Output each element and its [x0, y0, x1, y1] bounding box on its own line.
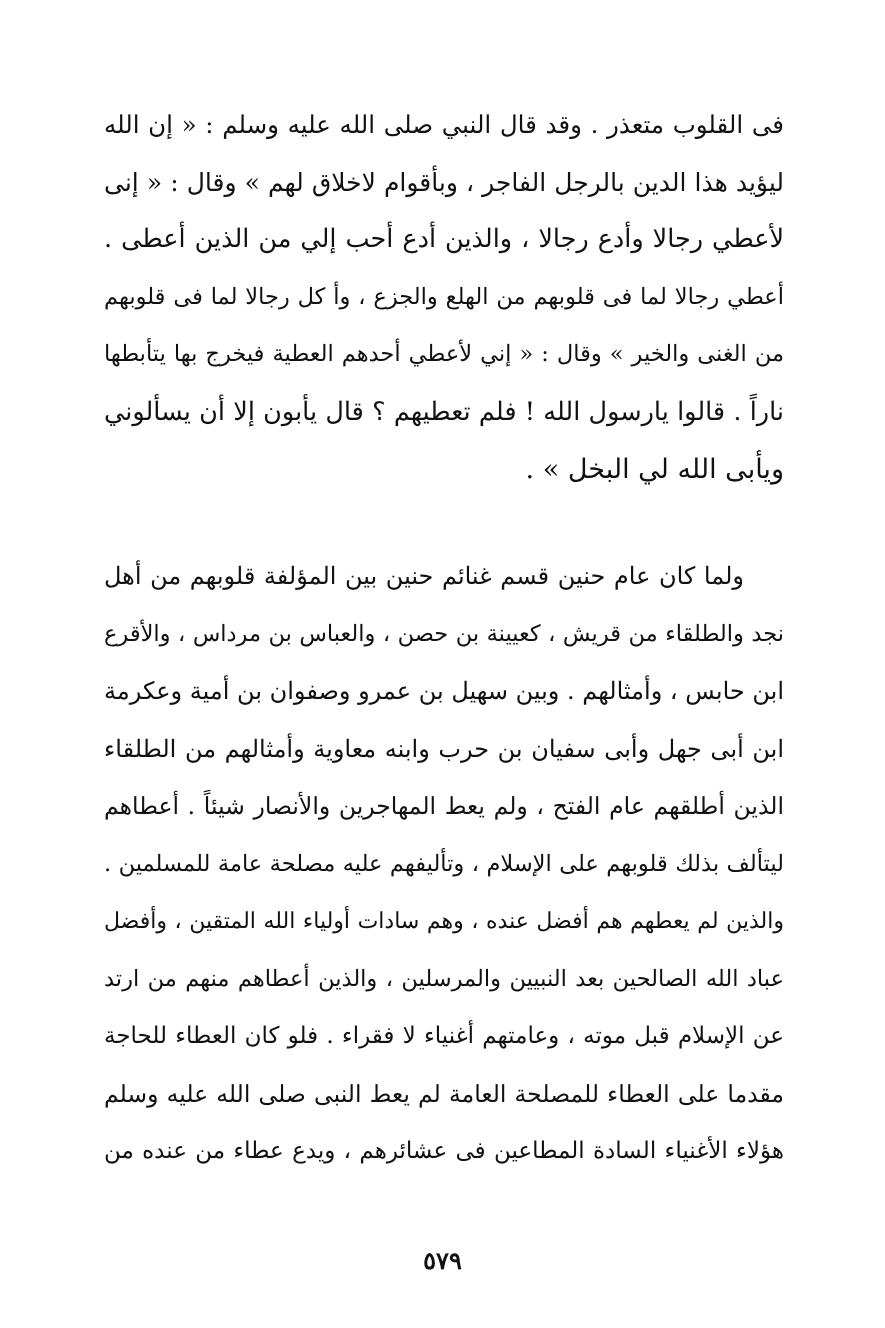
text-line: أعطي رجالا لما فى قلوبهم من الهلع والجزع ، وأ كل رجالا لما فى قلوبهم: [104, 283, 784, 310]
text-line: هؤلاء الأغنياء السادة المطاعين فى عشائرهم ، ويدع عطاء من عنده من: [104, 1138, 784, 1164]
page-number: ٥٧٩: [423, 1246, 462, 1275]
text-line: ولما كان عام حنين قسم غنائم حنين بين المؤلفة قلوبهم من أهل: [104, 562, 745, 590]
text-line: نجد والطلقاء من قريش ، كعيينة بن حصن ، والعباس بن مرداس ، والأقرع: [104, 620, 784, 647]
text-line: الذين أطلقهم عام الفتح ، ولم يعط المهاجرين والأنصار شيئاً . أعطاهم: [104, 792, 784, 820]
text-line: ناراً . قالوا يارسول الله ! فلم تعطيهم ؟ قال يأبون إلا أن يسألوني: [104, 396, 784, 427]
text-line: ويأبى الله لي البخل » .: [525, 454, 784, 485]
text-line: ليؤيد هذا الدين بالرجل الفاجر ، وبأقوام لاخلاق لهم » وقال : « إنى: [104, 167, 784, 197]
text-line: ابن حابس ، وأمثالهم . وبين سهيل بن عمرو وصفوان بن أمية وعكرمة: [104, 677, 784, 705]
text-line: فى القلوب متعذر . وقد قال النبي صلى الله عليه وسلم : « إن الله: [104, 110, 784, 139]
text-line: مقدما على العطاء للمصلحة العامة لم يعط النبى صلى الله عليه وسلم: [104, 1079, 784, 1108]
text-line: والذين لم يعطهم هم أفضل عنده ، وهم سادات أولياء الله المتقين ، وأفضل: [104, 909, 784, 934]
text-line: ليتألف بذلك قلوبهم على الإسلام ، وتأليفهم عليه مصلحة عامة للمسلمين .: [104, 850, 784, 877]
text-line: ابن أبى جهل وأبى سفيان بن حرب وابنه معاوية وأمثالهم من الطلقاء: [104, 734, 784, 763]
text-line: عن الإسلام قبل موته ، وعامتهم أغنياء لا فقراء . فلو كان العطاء للحاجة: [104, 1023, 784, 1049]
paragraph: [104, 96, 784, 499]
text-line: عباد الله الصالحين بعد النبيين والمرسلين ، والذين أعطاهم منهم من ارتد: [104, 965, 784, 992]
text-line: لأعطي رجالا وأدع رجالا ، والذين أدع أحب إلي من الذين أعطى .: [104, 224, 784, 254]
paragraph: [104, 548, 784, 1181]
text-line: من الغنى والخير » وقال : « إني لأعطي أحدهم العطية فيخرج بها يتأبطها: [104, 341, 784, 367]
